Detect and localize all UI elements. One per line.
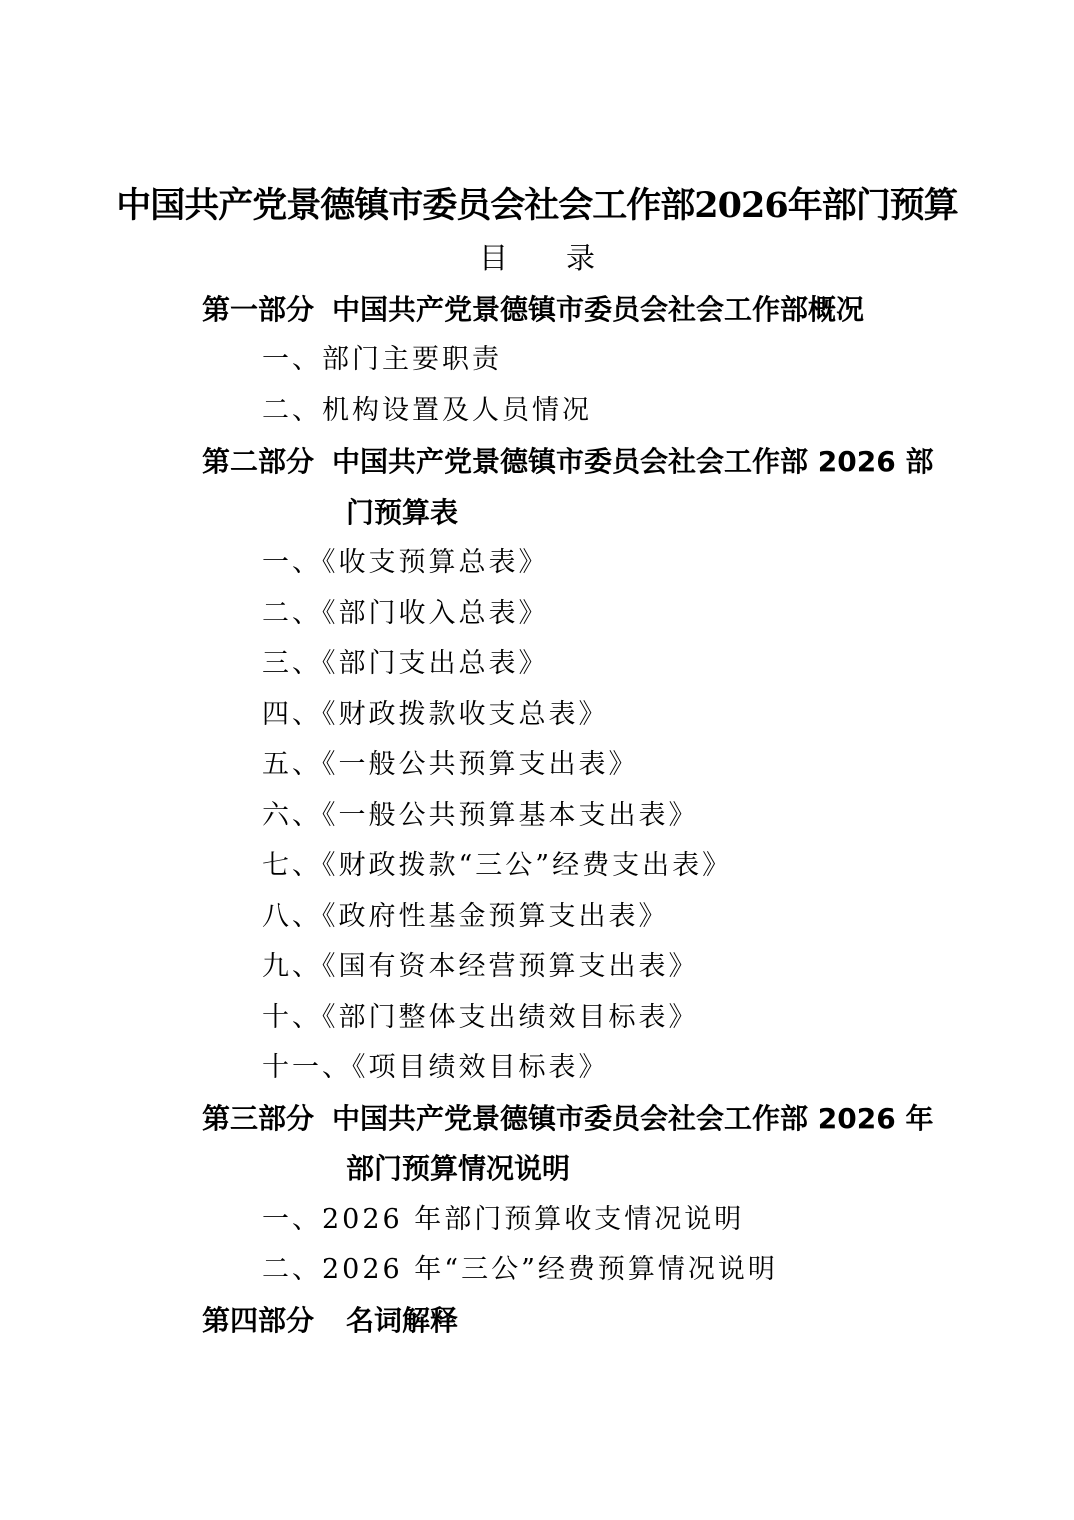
part-1-heading: [202, 290, 864, 330]
part-3-item-1: 一、2026 年部门预算收支情况说明: [262, 1204, 745, 1235]
part-2-heading: [202, 442, 933, 482]
part-3-title-line1: 中国共产党景德镇市委员会社会工作部 2026 年: [332, 1102, 934, 1135]
part-2-item-6: 六、《一般公共预算基本支出表》: [262, 800, 699, 831]
part-2-item-2: 二、《部门收入总表》: [262, 598, 549, 629]
part-2-item-1: 一、《收支预算总表》: [262, 547, 549, 578]
part-1-item-1: 一、部门主要职责: [262, 344, 502, 375]
part-1-item-2: 二、机构设置及人员情况: [262, 395, 592, 426]
part-3-label: 第三部分: [202, 1102, 315, 1135]
part-4-title: 名词解释: [346, 1304, 459, 1337]
part-2-item-5: 五、《一般公共预算支出表》: [262, 749, 639, 780]
part-3-title-line2: 部门预算情况说明: [346, 1152, 571, 1185]
part-3-item-2: 二、2026 年“三公”经费预算情况说明: [262, 1254, 778, 1285]
part-2-item-10: 十、《部门整体支出绩效目标表》: [262, 1002, 699, 1033]
part-2-item-4: 四、《财政拨款收支总表》: [262, 699, 609, 730]
part-2-item-3: 三、《部门支出总表》: [262, 648, 549, 679]
part-2-item-11: 十一、《项目绩效目标表》: [262, 1052, 609, 1083]
part-4-heading: [202, 1301, 458, 1341]
document-title: 中国共产党景德镇市委员会社会工作部2026年部门预算: [116, 185, 958, 226]
part-1-label: 第一部分: [202, 293, 315, 326]
part-2-item-9: 九、《国有资本经营预算支出表》: [262, 951, 699, 982]
part-4-label: 第四部分: [202, 1304, 315, 1337]
part-2-title-line2: 门预算表: [346, 496, 459, 529]
part-1-title: 中国共产党景德镇市委员会社会工作部概况: [332, 293, 865, 326]
part-2-label: 第二部分: [202, 445, 315, 478]
part-2-item-8: 八、《政府性基金预算支出表》: [262, 901, 669, 932]
part-2-title-line1: 中国共产党景德镇市委员会社会工作部 2026 部: [332, 445, 934, 478]
part-2-item-7: 七、《财政拨款“三公”经费支出表》: [262, 850, 733, 881]
part-3-heading: [202, 1099, 933, 1139]
toc-heading: 目录: [478, 241, 653, 275]
